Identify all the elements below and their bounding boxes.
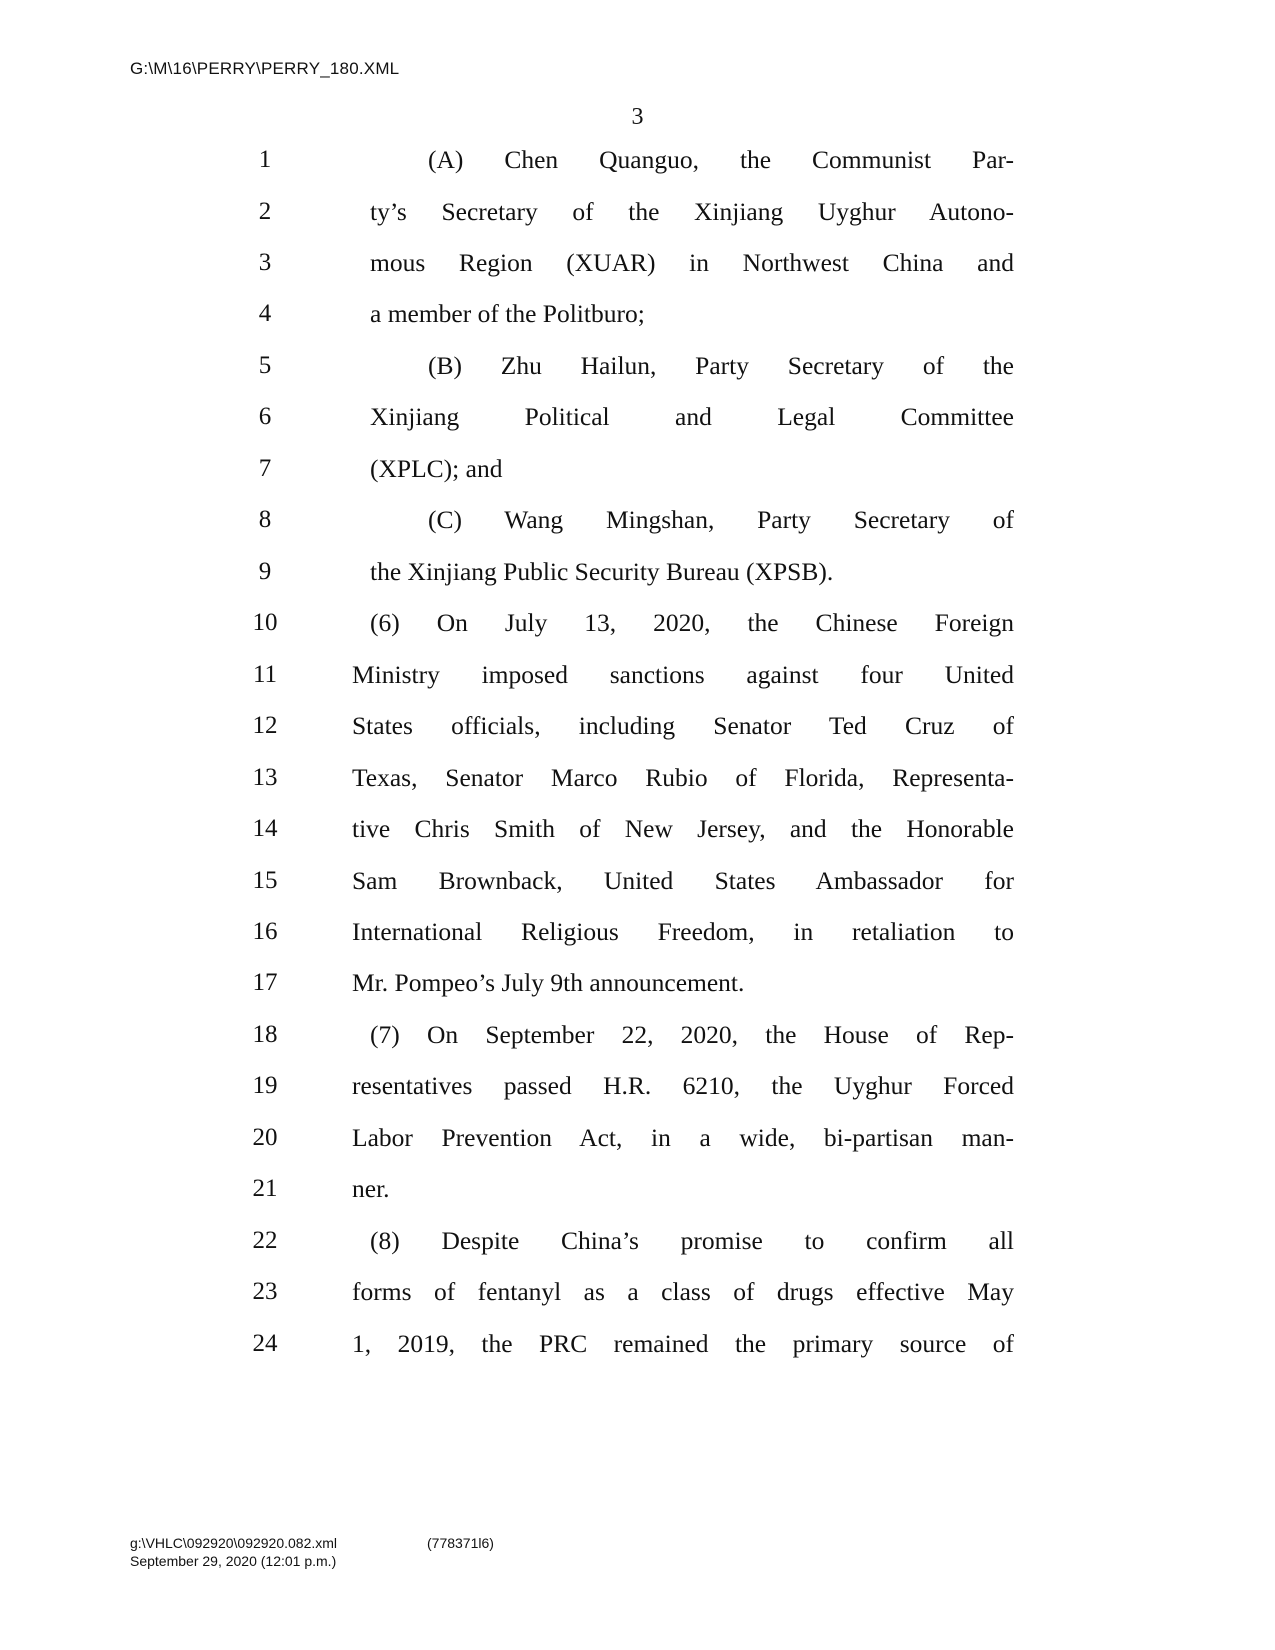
text-line [0,1272,1275,1312]
text-line [0,603,1275,643]
line-text: States officials, including Senator Ted Cruz of [352,711,1014,740]
footer-date: September 29, 2020 (12:01 p.m.) [130,1553,337,1569]
text-line [0,706,1275,746]
line-text: (6) On July 13, 2020, the Chinese Foreign [370,608,1014,637]
line-text: 1, 2019, the PRC remained the primary source of [352,1329,1014,1358]
line-number: 20 [252,1124,278,1151]
line-text: tive Chris Smith of New Jersey, and the Honorable [352,814,1014,843]
text-line [0,1015,1275,1055]
line-text: (C) Wang Mingshan, Party Secretary of [428,505,1014,534]
text-line [0,346,1275,386]
line-number: 5 [258,352,272,379]
line-number: 17 [252,969,278,996]
line-text: (B) Zhu Hailun, Party Secretary of the [428,351,1014,380]
line-number: 1 [258,146,272,173]
page-number: 3 [631,104,644,130]
line-number: 18 [252,1021,278,1048]
line-text: mous Region (XUAR) in Northwest China and [370,248,1014,277]
line-text: resentatives passed H.R. 6210, the Uyghur Forced [352,1071,1014,1100]
line-text: Sam Brownback, United States Ambassador for [352,866,1014,895]
line-number: 21 [252,1175,278,1202]
text-line [0,500,1275,540]
text-line [0,294,1275,334]
text-line [0,449,1275,489]
line-text: (7) On September 22, 2020, the House of Rep- [370,1020,1014,1049]
line-text: forms of fentanyl as a class of drugs effective May [352,1277,1014,1306]
text-line [0,912,1275,952]
line-text: (8) Despite China’s promise to confirm all [370,1226,1014,1255]
text-line [0,963,1275,1003]
line-text: (XPLC); and [370,454,503,483]
line-number: 4 [258,300,272,327]
line-number: 19 [252,1072,278,1099]
header-path: G:\M\16\PERRY\PERRY_180.XML [130,59,400,78]
text-line [0,1118,1275,1158]
line-number: 24 [252,1330,278,1357]
text-line [0,758,1275,798]
line-text: a member of the Politburo; [370,299,645,328]
line-number: 8 [258,506,272,533]
line-number: 13 [252,764,278,791]
text-line [0,397,1275,437]
text-line [0,552,1275,592]
text-line [0,1324,1275,1364]
text-line [0,140,1275,180]
line-number: 6 [258,403,272,430]
line-number: 2 [258,198,272,225]
line-text: Mr. Pompeo’s July 9th announcement. [352,968,745,997]
line-number: 10 [252,609,278,636]
line-number: 23 [252,1278,278,1305]
footer-file-path: g:\VHLC\092920\092920.082.xml [130,1535,338,1551]
line-number: 15 [252,867,278,894]
line-text: the Xinjiang Public Security Bureau (XPSB). [370,557,834,586]
text-line [0,861,1275,901]
line-text: Labor Prevention Act, in a wide, bi-partisan man- [352,1123,1014,1152]
text-line [0,192,1275,232]
line-number: 11 [252,661,278,688]
line-number: 12 [252,712,278,739]
line-text: Texas, Senator Marco Rubio of Florida, Representa- [352,763,1014,792]
line-number: 7 [258,455,272,482]
footer-doc-id: (778371l6) [427,1535,494,1551]
line-text: International Religious Freedom, in retaliation to [352,917,1014,946]
line-text: ner. [352,1174,390,1203]
line-number: 22 [252,1227,278,1254]
line-text: ty’s Secretary of the Xinjiang Uyghur Autono- [370,197,1014,226]
text-line [0,1066,1275,1106]
line-number: 3 [258,249,272,276]
text-line [0,809,1275,849]
text-line [0,243,1275,283]
text-line [0,1169,1275,1209]
line-number: 9 [258,558,272,585]
line-text: Ministry imposed sanctions against four United [352,660,1014,689]
line-number: 14 [252,815,278,842]
line-number: 16 [252,918,278,945]
line-text: Xinjiang Political and Legal Committee [370,402,1014,431]
text-line [0,655,1275,695]
text-line [0,1221,1275,1261]
line-text: (A) Chen Quanguo, the Communist Par- [428,145,1014,174]
